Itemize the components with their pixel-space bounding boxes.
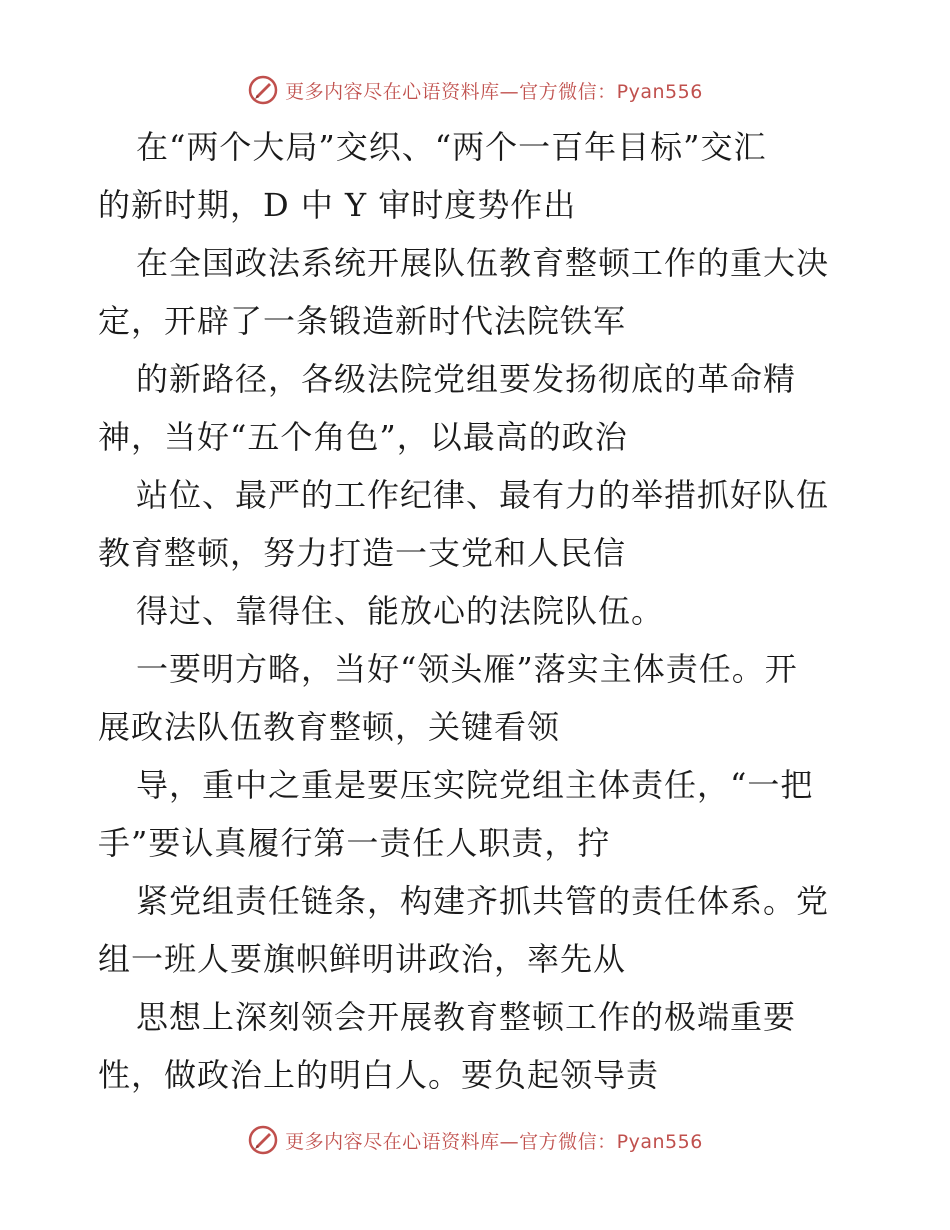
paragraph-line: 思想上深刻领会开展教育整顿工作的极端重要 (136, 998, 797, 1036)
paragraph-line: 组一班人要旗帜鲜明讲政治，率先从 (98, 940, 627, 978)
paragraph-line: 一要明方略，当好“领头雁”落实主体责任。开 (136, 650, 798, 688)
paragraph-line: 导，重中之重是要压实院党组主体责任，“一把 (136, 766, 814, 804)
watermark-text: 更多内容尽在心语资料库—官方微信：Pyan556 (285, 80, 703, 103)
paragraph-line: 教育整顿，努力打造一支党和人民信 (98, 534, 627, 572)
watermark-text: 更多内容尽在心语资料库—官方微信：Pyan556 (285, 1130, 703, 1153)
paragraph-line: 手”要认真履行第一责任人职责，拧 (98, 824, 611, 862)
paragraph-line: 定，开辟了一条锻造新时代法院铁军 (98, 302, 627, 340)
paragraph-line: 在全国政法系统开展队伍教育整顿工作的重大决 (136, 244, 830, 282)
paragraph-line: 性，做政治上的明白人。要负起领导责 (98, 1056, 660, 1094)
paragraph-line: 紧党组责任链条，构建齐抓共管的责任体系。党 (136, 882, 830, 920)
paragraph-line: 神，当好“五个角色”，以最高的政治 (98, 418, 628, 456)
footer-watermark (0, 1120, 950, 1160)
header-watermark (0, 70, 950, 110)
quill-logo-icon (247, 1124, 279, 1156)
paragraph-line: 站位、最严的工作纪律、最有力的举措抓好队伍 (136, 476, 830, 514)
paragraph-line: 的新路径，各级法院党组要发扬彻底的革命精 (136, 360, 797, 398)
quill-logo-icon (247, 74, 279, 106)
paragraph-line: 展政法队伍教育整顿，关键看领 (98, 708, 561, 746)
paragraph-line: 得过、靠得住、能放心的法院队伍。 (136, 592, 665, 630)
paragraph-line: 的新时期，D 中 Y 审时度势作出 (98, 186, 577, 224)
paragraph-line: 在“两个大局”交织、“两个一百年目标”交汇 (136, 128, 767, 166)
